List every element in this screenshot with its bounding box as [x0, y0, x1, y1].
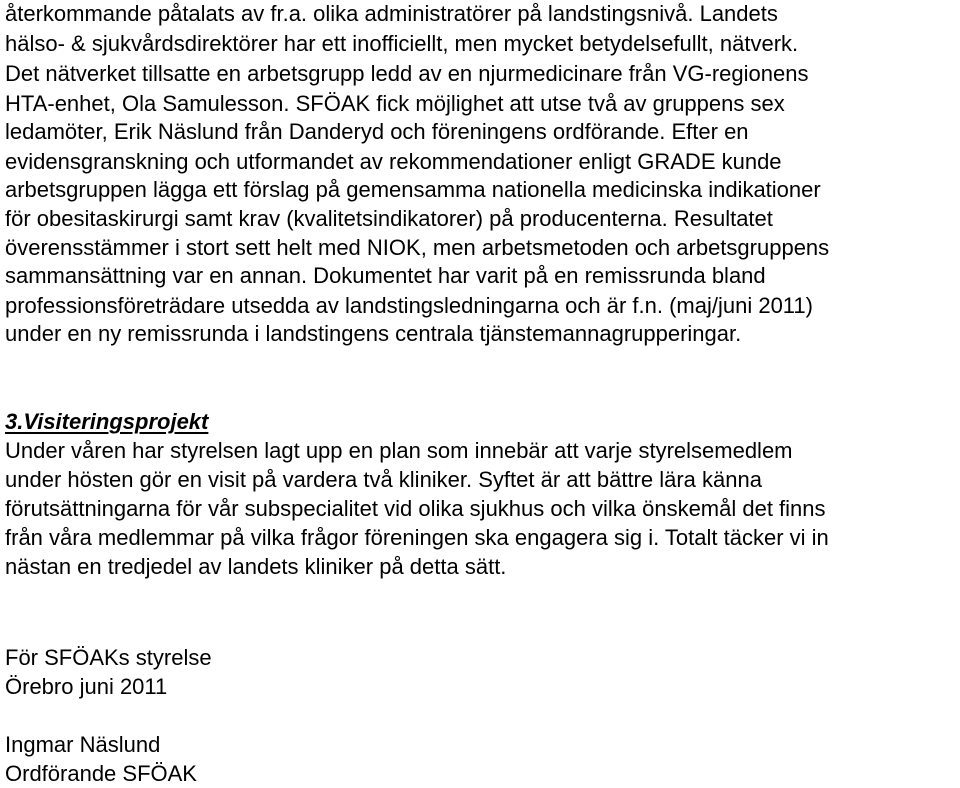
paragraph-line: hälso- & sjukvårdsdirektörer har ett inofficiellt, men mycket betydelsefullt, nätverk. — [5, 31, 799, 56]
paragraph-line: nästan en tredjedel av landets kliniker på detta sätt. — [5, 554, 507, 579]
paragraph-line: Det nätverket tillsatte en arbetsgrupp ledd av en njurmedicinare från VG-regionens — [5, 61, 809, 86]
paragraph-line: Under våren har styrelsen lagt upp en plan som innebär att varje styrelsemedlem — [5, 438, 793, 463]
signature-on-behalf: För SFÖAKs styrelse — [5, 645, 212, 670]
paragraph-line: för obesitaskirurgi samt krav (kvalitetsindikatorer) på producenterna. Resultatet — [5, 206, 773, 231]
paragraph-line: ledamöter, Erik Näslund från Danderyd och föreningens ordförande. Efter en — [5, 119, 749, 144]
paragraph-line: arbetsgruppen lägga ett förslag på gemensamma nationella medicinska indikationer — [5, 177, 821, 202]
signature-title: Ordförande SFÖAK — [5, 761, 197, 786]
signature-name: Ingmar Näslund — [5, 732, 161, 757]
section-heading: 3.Visiteringsprojekt — [5, 409, 209, 434]
paragraph-line: sammansättning var en annan. Dokumentet har varit på en remissrunda bland — [5, 263, 766, 288]
paragraph-line: återkommande påtalats av fr.a. olika administratörer på landstingsnivå. Landets — [5, 1, 778, 26]
paragraph-line: under en ny remissrunda i landstingens centrala tjänstemannagrupperingar. — [5, 321, 742, 346]
paragraph-line: förutsättningarna för vår subspecialitet vid olika sjukhus och vilka önskemål det finns — [5, 496, 826, 521]
paragraph-line: under hösten gör en visit på vardera två kliniker. Syftet är att bättre lära känna — [5, 467, 762, 492]
signature-place-date: Örebro juni 2011 — [5, 674, 168, 699]
paragraph-line: evidensgranskning och utformandet av rekommendationer enligt GRADE kunde — [5, 149, 782, 174]
paragraph-line: professionsföreträdare utsedda av landstingsledningarna och är f.n. (maj/juni 2011) — [5, 293, 813, 318]
paragraph-line: från våra medlemmar på vilka frågor föreningen ska engagera sig i. Totalt täcker vi in — [5, 525, 829, 550]
paragraph-line: överensstämmer i stort sett helt med NIOK, men arbetsmetoden och arbetsgruppens — [5, 235, 830, 260]
paragraph-line: HTA-enhet, Ola Samulesson. SFÖAK fick möjlighet att utse två av gruppens sex — [5, 91, 785, 116]
